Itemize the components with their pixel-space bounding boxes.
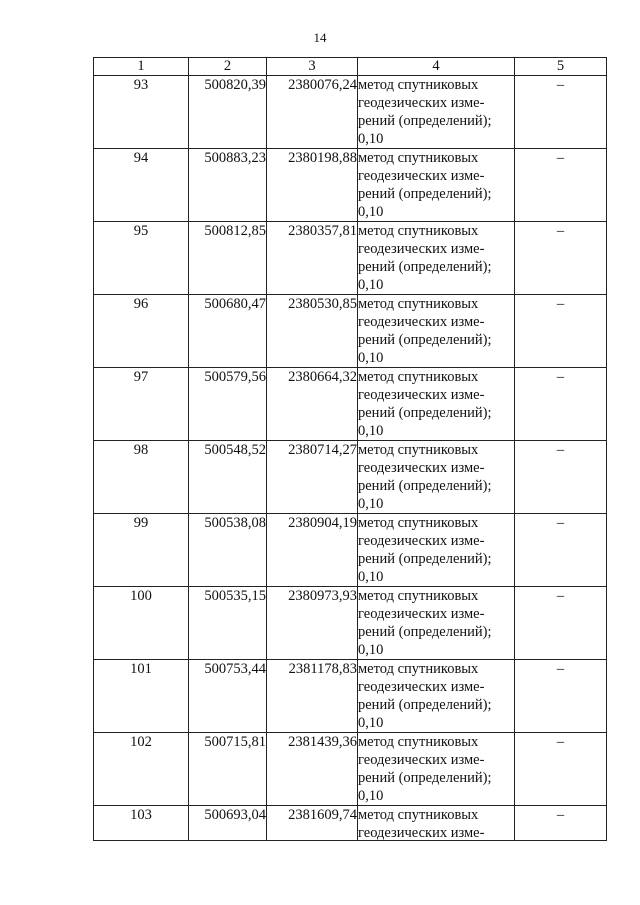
- method-text-line: метод спутниковых: [358, 442, 479, 458]
- method-text-line: геодезических изме-: [358, 387, 485, 403]
- column-header: 4: [358, 58, 515, 76]
- x-coordinate-cell: 500812,85: [189, 222, 267, 295]
- note-cell: –: [515, 733, 607, 806]
- point-number-cell: 94: [94, 149, 189, 222]
- x-coordinate-cell: 500579,56: [189, 368, 267, 441]
- method-text-line: рений (определений);: [358, 186, 492, 202]
- x-coordinate-cell: 500820,39: [189, 76, 267, 149]
- table-row: [94, 441, 607, 514]
- method-text-line: рений (определений);: [358, 624, 492, 640]
- y-coordinate-cell: 2380357,81: [267, 222, 358, 295]
- note-cell: –: [515, 660, 607, 733]
- method-text-line: геодезических изме-: [358, 168, 485, 184]
- method-text-line: геодезических изме-: [358, 460, 485, 476]
- point-number-cell: 95: [94, 222, 189, 295]
- method-text-line: геодезических изме-: [358, 606, 485, 622]
- method-text-line: рений (определений);: [358, 697, 492, 713]
- x-coordinate-cell: 500548,52: [189, 441, 267, 514]
- table-row: [94, 587, 607, 660]
- method-cell: [358, 733, 515, 806]
- method-cell: [358, 587, 515, 660]
- point-number-cell: 97: [94, 368, 189, 441]
- note-cell: –: [515, 806, 607, 841]
- point-number-cell: 100: [94, 587, 189, 660]
- method-text-line: метод спутниковых: [358, 150, 479, 166]
- method-cell: [358, 368, 515, 441]
- method-text-line: метод спутниковых: [358, 661, 479, 677]
- method-text-line: рений (определений);: [358, 259, 492, 275]
- table-row: [94, 660, 607, 733]
- method-text-line: метод спутниковых: [358, 223, 479, 239]
- method-cell: [358, 76, 515, 149]
- method-text-line: 0,10: [358, 423, 384, 439]
- method-cell: [358, 806, 515, 841]
- method-text-line: 0,10: [358, 715, 384, 731]
- note-cell: –: [515, 587, 607, 660]
- method-text-line: метод спутниковых: [358, 734, 479, 750]
- method-text-line: метод спутниковых: [358, 515, 479, 531]
- point-number-cell: 99: [94, 514, 189, 587]
- point-number-cell: 93: [94, 76, 189, 149]
- x-coordinate-cell: 500680,47: [189, 295, 267, 368]
- column-header: 2: [189, 58, 267, 76]
- method-text-line: 0,10: [358, 131, 384, 147]
- coordinates-table: [93, 57, 607, 841]
- page-number: 14: [313, 30, 327, 45]
- method-text-line: 0,10: [358, 277, 384, 293]
- method-text-line: 0,10: [358, 788, 384, 804]
- y-coordinate-cell: 2380664,32: [267, 368, 358, 441]
- x-coordinate-cell: 500715,81: [189, 733, 267, 806]
- y-coordinate-cell: 2381178,83: [267, 660, 358, 733]
- note-cell: –: [515, 295, 607, 368]
- method-text-line: 0,10: [358, 642, 384, 658]
- point-number-cell: 102: [94, 733, 189, 806]
- method-text-line: рений (определений);: [358, 332, 492, 348]
- y-coordinate-cell: 2380904,19: [267, 514, 358, 587]
- method-text-line: метод спутниковых: [358, 296, 479, 312]
- method-text-line: геодезических изме-: [358, 95, 485, 111]
- method-text-line: геодезических изме-: [358, 752, 485, 768]
- y-coordinate-cell: 2380076,24: [267, 76, 358, 149]
- table-row: [94, 806, 607, 841]
- column-header: 3: [267, 58, 358, 76]
- point-number-cell: 96: [94, 295, 189, 368]
- method-text-line: 0,10: [358, 496, 384, 512]
- method-text-line: геодезических изме-: [358, 314, 485, 330]
- method-text-line: геодезических изме-: [358, 825, 485, 840]
- table-row: [94, 514, 607, 587]
- method-cell: [358, 441, 515, 514]
- method-text-line: рений (определений);: [358, 478, 492, 494]
- method-text-line: геодезических изме-: [358, 533, 485, 549]
- note-cell: –: [515, 149, 607, 222]
- note-cell: –: [515, 222, 607, 295]
- method-text-line: геодезических изме-: [358, 679, 485, 695]
- method-text-line: рений (определений);: [358, 770, 492, 786]
- note-cell: –: [515, 441, 607, 514]
- table-body: [94, 76, 607, 841]
- method-text-line: метод спутниковых: [358, 588, 479, 604]
- method-text-line: 0,10: [358, 350, 384, 366]
- method-text-line: 0,10: [358, 204, 384, 220]
- method-cell: [358, 295, 515, 368]
- y-coordinate-cell: 2381609,74: [267, 806, 358, 841]
- point-number-cell: 103: [94, 806, 189, 841]
- method-cell: [358, 149, 515, 222]
- method-cell: [358, 660, 515, 733]
- method-text-line: рений (определений);: [358, 405, 492, 421]
- method-text-line: 0,10: [358, 569, 384, 585]
- point-number-cell: 98: [94, 441, 189, 514]
- x-coordinate-cell: 500883,23: [189, 149, 267, 222]
- y-coordinate-cell: 2381439,36: [267, 733, 358, 806]
- table-row: [94, 222, 607, 295]
- y-coordinate-cell: 2380973,93: [267, 587, 358, 660]
- x-coordinate-cell: 500538,08: [189, 514, 267, 587]
- note-cell: –: [515, 368, 607, 441]
- y-coordinate-cell: 2380198,88: [267, 149, 358, 222]
- table-row: [94, 76, 607, 149]
- column-header: 5: [515, 58, 607, 76]
- method-text-line: метод спутниковых: [358, 77, 479, 93]
- method-text-line: геодезических изме-: [358, 241, 485, 257]
- method-text-line: метод спутниковых: [358, 369, 479, 385]
- column-header: 1: [94, 58, 189, 76]
- method-text-line: рений (определений);: [358, 551, 492, 567]
- table-header-row: [94, 58, 607, 76]
- x-coordinate-cell: 500535,15: [189, 587, 267, 660]
- y-coordinate-cell: 2380530,85: [267, 295, 358, 368]
- table-row: [94, 733, 607, 806]
- note-cell: –: [515, 514, 607, 587]
- x-coordinate-cell: 500753,44: [189, 660, 267, 733]
- method-cell: [358, 222, 515, 295]
- table-row: [94, 295, 607, 368]
- y-coordinate-cell: 2380714,27: [267, 441, 358, 514]
- table-row: [94, 368, 607, 441]
- method-text-line: метод спутниковых: [358, 807, 479, 823]
- method-cell: [358, 514, 515, 587]
- note-cell: –: [515, 76, 607, 149]
- method-text-line: рений (определений);: [358, 113, 492, 129]
- table-row: [94, 149, 607, 222]
- point-number-cell: 101: [94, 660, 189, 733]
- x-coordinate-cell: 500693,04: [189, 806, 267, 841]
